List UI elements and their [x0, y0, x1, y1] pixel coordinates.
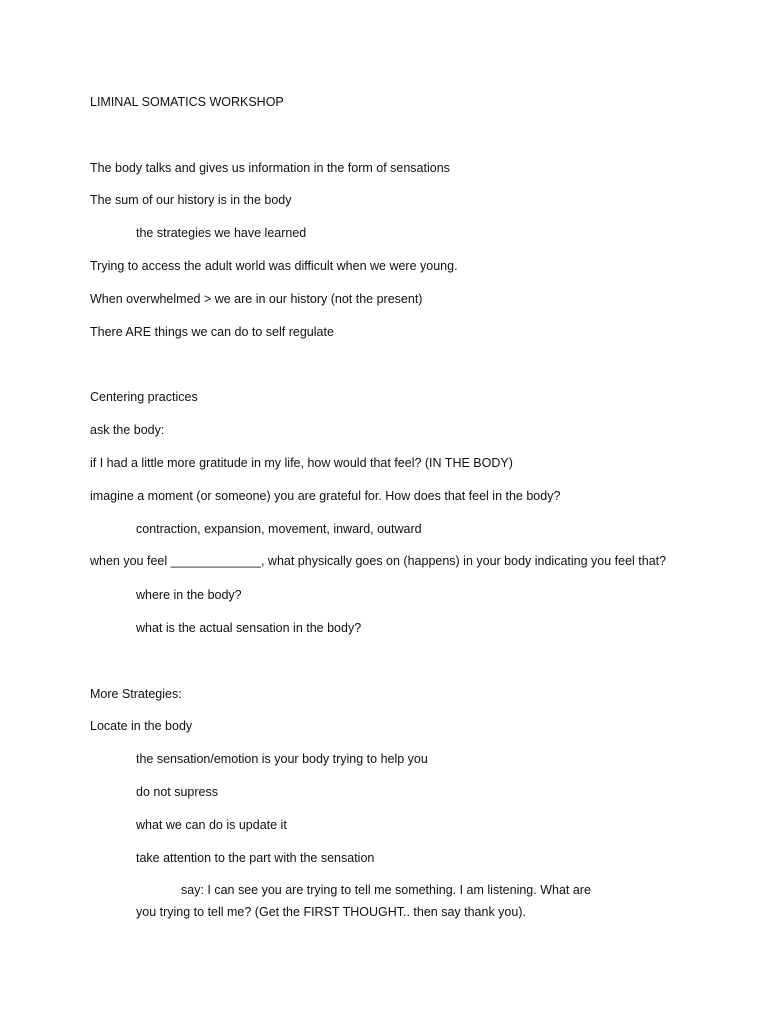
strategies-line-3: do not supress — [136, 785, 218, 799]
strategies-line-6: say: I can see you are trying to tell me something. I am listening. What are — [181, 883, 591, 897]
intro-line-4: Trying to access the adult world was difficult when we were young. — [90, 259, 458, 273]
centering-heading: Centering practices — [90, 390, 198, 404]
centering-line-7: what is the actual sensation in the body? — [136, 621, 362, 635]
centering-line-6: where in the body? — [136, 588, 242, 602]
strategies-line-2: the sensation/emotion is your body trying to help you — [136, 752, 428, 766]
intro-line-6: There ARE things we can do to self regulate — [90, 325, 334, 339]
intro-line-3: the strategies we have learned — [136, 226, 307, 240]
strategies-line-4: what we can do is update it — [136, 818, 287, 832]
centering-line-1: ask the body: — [90, 423, 165, 437]
centering-line-5: when you feel _____________, what physically goes on (happens) in your body indicating you feel that? — [90, 554, 667, 568]
intro-line-1: The body talks and gives us information in the form of sensations — [90, 161, 450, 175]
strategies-line-5: take attention to the part with the sensation — [136, 851, 375, 865]
document-title: LIMINAL SOMATICS WORKSHOP — [90, 95, 284, 109]
strategies-line-1: Locate in the body — [90, 719, 193, 733]
intro-line-5: When overwhelmed > we are in our history (not the present) — [90, 292, 423, 306]
centering-line-3: imagine a moment (or someone) you are grateful for. How does that feel in the body? — [90, 489, 561, 503]
centering-line-4: contraction, expansion, movement, inward, outward — [136, 522, 422, 536]
centering-line-2: if I had a little more gratitude in my life, how would that feel? (IN THE BODY) — [90, 456, 513, 470]
intro-line-2: The sum of our history is in the body — [90, 193, 292, 207]
strategies-line-7: you trying to tell me? (Get the FIRST THOUGHT.. then say thank you). — [136, 905, 526, 919]
strategies-heading: More Strategies: — [90, 687, 182, 701]
